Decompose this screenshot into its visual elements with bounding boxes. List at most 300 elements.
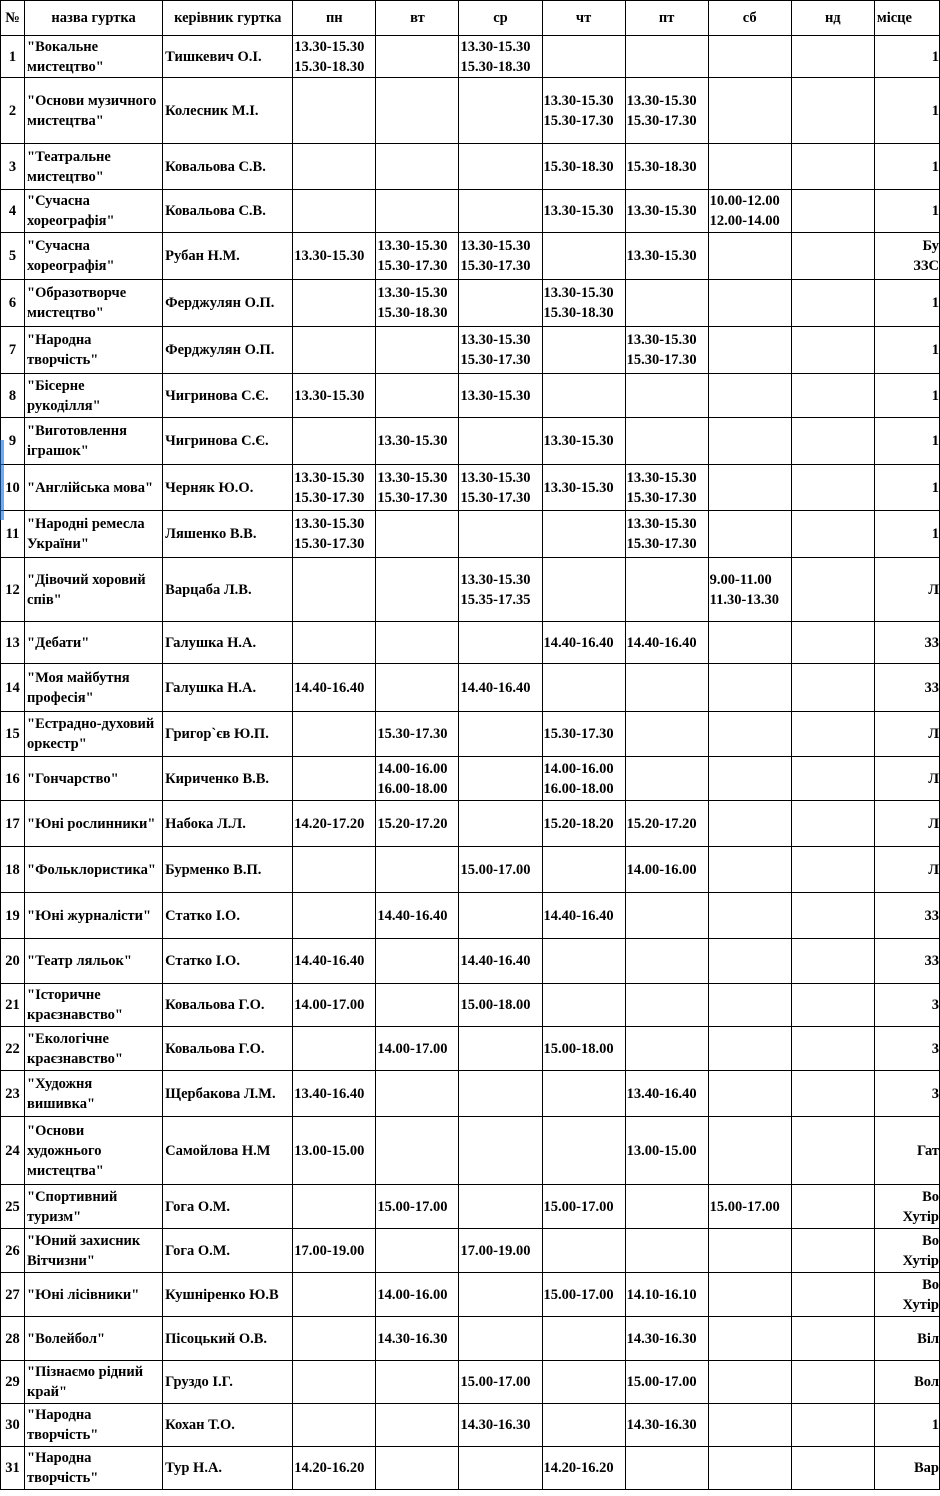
header-row bbox=[1, 1, 940, 36]
cell-club-line: "Основи художнього мистецтва" bbox=[27, 1122, 104, 1179]
cell-place-line: Вол bbox=[914, 1374, 939, 1390]
cell-mon-line: 13.30-15.30 bbox=[294, 469, 365, 486]
cell-thu bbox=[542, 984, 625, 1027]
cell-mon bbox=[293, 190, 376, 233]
cell-wed-line: 13.30-15.30 bbox=[460, 469, 531, 486]
cell-sat bbox=[708, 1273, 791, 1317]
cell-num-line: 13 bbox=[5, 634, 20, 651]
table-row bbox=[1, 280, 940, 327]
cell-fri bbox=[625, 374, 708, 418]
cell-leader bbox=[163, 190, 293, 233]
cell-sat bbox=[708, 1447, 791, 1490]
table-row bbox=[1, 712, 940, 757]
cell-num bbox=[1, 1229, 25, 1273]
table-row bbox=[1, 233, 940, 280]
table-row bbox=[1, 190, 940, 233]
cell-num-line: 19 bbox=[5, 907, 20, 924]
cell-num bbox=[1, 374, 25, 418]
cell-leader-line: Набока Л.Л. bbox=[165, 815, 246, 832]
cell-wed bbox=[459, 144, 542, 190]
cell-leader bbox=[163, 1229, 293, 1273]
cell-num bbox=[1, 847, 25, 893]
cell-sat bbox=[708, 327, 791, 374]
cell-leader bbox=[163, 465, 293, 511]
cell-mon bbox=[293, 374, 376, 418]
cell-leader-line: Варцаба Л.В. bbox=[165, 581, 252, 598]
cell-num-line: 28 bbox=[5, 1330, 20, 1347]
cell-tue bbox=[376, 712, 459, 757]
cell-place bbox=[874, 622, 939, 664]
table-row bbox=[1, 418, 940, 465]
cell-club-line: "Вокальне мистецтво" bbox=[27, 38, 104, 75]
cell-fri bbox=[625, 712, 708, 757]
cell-leader-line: Ковальова Г.О. bbox=[165, 997, 265, 1013]
cell-num bbox=[1, 511, 25, 558]
cell-mon bbox=[293, 78, 376, 144]
cell-fri bbox=[625, 280, 708, 327]
cell-wed bbox=[459, 465, 542, 511]
cell-num bbox=[1, 418, 25, 465]
cell-place-line: 1 bbox=[931, 158, 939, 175]
cell-leader bbox=[163, 558, 293, 622]
cell-wed-line: 14.40-16.40 bbox=[460, 953, 531, 969]
table-row bbox=[1, 1027, 940, 1071]
cell-wed-line: 14.40-16.40 bbox=[460, 679, 531, 696]
cell-mon bbox=[293, 1071, 376, 1117]
cell-club bbox=[25, 1317, 163, 1361]
cell-mon-line: 15.30-17.30 bbox=[294, 536, 365, 552]
table-row bbox=[1, 757, 940, 801]
cell-thu bbox=[542, 36, 625, 78]
cell-place bbox=[874, 893, 939, 939]
table-row bbox=[1, 78, 940, 144]
cell-place-line: Л bbox=[928, 770, 939, 787]
cell-tue bbox=[376, 1071, 459, 1117]
cell-fri-line: 14.10-16.10 bbox=[626, 1286, 697, 1303]
cell-num bbox=[1, 1317, 25, 1361]
cell-tue bbox=[376, 36, 459, 78]
cell-club bbox=[25, 558, 163, 622]
cell-fri bbox=[625, 1117, 708, 1185]
cell-thu-line: 15.00-17.00 bbox=[543, 1198, 614, 1215]
header-sun: нд bbox=[791, 1, 874, 36]
cell-club-line: "Народні ремесла України" bbox=[27, 516, 145, 552]
cell-fri-line: 13.40-16.40 bbox=[626, 1085, 697, 1102]
schedule-body bbox=[1, 36, 940, 1490]
cell-num bbox=[1, 1361, 25, 1404]
cell-num-line: 10 bbox=[5, 479, 20, 496]
cell-tue bbox=[376, 280, 459, 327]
cell-wed bbox=[459, 622, 542, 664]
cell-club-line: "Основи музичного мистецтва" bbox=[27, 92, 157, 129]
cell-place-line: 1 bbox=[931, 102, 939, 119]
cell-fri-line: 15.30-18.30 bbox=[626, 158, 697, 175]
cell-num-line: 21 bbox=[5, 997, 20, 1013]
cell-mon bbox=[293, 893, 376, 939]
cell-thu bbox=[542, 1361, 625, 1404]
cell-place-line: Во bbox=[922, 1232, 939, 1249]
cell-num-line: 6 bbox=[8, 295, 17, 311]
cell-club-line: "Народна творчість" bbox=[27, 332, 99, 368]
cell-mon bbox=[293, 36, 376, 78]
cell-wed bbox=[459, 558, 542, 622]
cell-club-line: "Народна творчість" bbox=[27, 1407, 99, 1443]
cell-thu bbox=[542, 1317, 625, 1361]
cell-leader bbox=[163, 1117, 293, 1185]
cell-club-line: "Юний захисник Вітчизни" bbox=[27, 1232, 141, 1269]
cell-num bbox=[1, 280, 25, 327]
cell-sat bbox=[708, 1404, 791, 1447]
cell-tue bbox=[376, 144, 459, 190]
cell-fri bbox=[625, 664, 708, 712]
cell-sun bbox=[791, 511, 874, 558]
cell-leader-line: Ферджулян О.П. bbox=[165, 342, 275, 358]
cell-club bbox=[25, 1185, 163, 1229]
cell-num bbox=[1, 190, 25, 233]
header-thu: чт bbox=[542, 1, 625, 36]
cell-place bbox=[874, 757, 939, 801]
header-wed: ср bbox=[459, 1, 542, 36]
cell-leader bbox=[163, 847, 293, 893]
cell-fri bbox=[625, 1404, 708, 1447]
cell-club bbox=[25, 511, 163, 558]
cell-num-line: 12 bbox=[5, 581, 20, 598]
cell-mon bbox=[293, 144, 376, 190]
cell-place bbox=[874, 465, 939, 511]
cell-tue bbox=[376, 1361, 459, 1404]
cell-wed-line: 13.30-15.30 bbox=[460, 571, 531, 588]
cell-place-line: 1 bbox=[931, 479, 939, 496]
cell-place bbox=[874, 1273, 939, 1317]
cell-club bbox=[25, 622, 163, 664]
cell-club-line: "Юні лісівники" bbox=[27, 1286, 140, 1303]
cell-thu-line: 13.30-15.30 bbox=[543, 285, 614, 301]
cell-num bbox=[1, 712, 25, 757]
cell-num-line: 31 bbox=[5, 1460, 20, 1476]
header-club: назва гуртка bbox=[25, 1, 163, 36]
cell-club-line: "Фольклористика" bbox=[27, 861, 156, 878]
cell-thu-line: 15.30-17.30 bbox=[543, 726, 614, 742]
cell-num-line: 29 bbox=[5, 1374, 20, 1390]
header-leader: керівник гуртка bbox=[163, 1, 293, 36]
header-fri: пт bbox=[625, 1, 708, 36]
table-row bbox=[1, 1447, 940, 1490]
table-row bbox=[1, 984, 940, 1027]
cell-num bbox=[1, 984, 25, 1027]
cell-thu-line: 14.40-16.40 bbox=[543, 907, 614, 924]
cell-tue bbox=[376, 558, 459, 622]
cell-num-line: 9 bbox=[8, 433, 17, 449]
cell-mon bbox=[293, 847, 376, 893]
cell-leader-line: Рубан Н.М. bbox=[165, 248, 240, 264]
cell-place bbox=[874, 1027, 939, 1071]
cell-num-line: 27 bbox=[5, 1286, 20, 1303]
cell-num bbox=[1, 1071, 25, 1117]
cell-tue bbox=[376, 1185, 459, 1229]
cell-fri-line: 13.30-15.30 bbox=[626, 516, 697, 532]
cell-tue bbox=[376, 1404, 459, 1447]
cell-num-line: 7 bbox=[8, 342, 17, 358]
cell-sat bbox=[708, 418, 791, 465]
cell-sun bbox=[791, 327, 874, 374]
cell-wed bbox=[459, 847, 542, 893]
cell-num bbox=[1, 1447, 25, 1490]
cell-sun bbox=[791, 1027, 874, 1071]
table-row bbox=[1, 664, 940, 712]
cell-club bbox=[25, 1404, 163, 1447]
cell-leader bbox=[163, 1273, 293, 1317]
cell-fri bbox=[625, 1317, 708, 1361]
cell-num bbox=[1, 757, 25, 801]
cell-fri bbox=[625, 847, 708, 893]
cell-mon-line: 14.00-17.00 bbox=[294, 997, 365, 1013]
cell-mon-line: 13.00-15.00 bbox=[294, 1142, 365, 1159]
cell-tue-line: 15.20-17.20 bbox=[377, 815, 448, 832]
cell-tue bbox=[376, 801, 459, 847]
cell-num bbox=[1, 1027, 25, 1071]
cell-place-line: Во bbox=[922, 1188, 939, 1205]
cell-club-line: "Юні рослинники" bbox=[27, 815, 156, 832]
cell-place bbox=[874, 1361, 939, 1404]
table-row bbox=[1, 622, 940, 664]
table-row bbox=[1, 374, 940, 418]
cell-num bbox=[1, 36, 25, 78]
cell-leader bbox=[163, 893, 293, 939]
cell-place-line: ЗЗС bbox=[913, 258, 939, 274]
cell-thu-line: 15.30-18.30 bbox=[543, 158, 614, 175]
cell-sun bbox=[791, 1185, 874, 1229]
cell-tue-line: 14.00-16.00 bbox=[377, 1286, 448, 1303]
cell-leader bbox=[163, 36, 293, 78]
cell-num bbox=[1, 1273, 25, 1317]
cell-place-line: 1 bbox=[931, 526, 939, 542]
cell-leader-line: Груздо І.Г. bbox=[165, 1374, 233, 1390]
cell-fri bbox=[625, 984, 708, 1027]
cell-wed-line: 15.30-17.30 bbox=[460, 352, 531, 368]
cell-tue bbox=[376, 1027, 459, 1071]
cell-thu-line: 15.30-18.30 bbox=[543, 305, 614, 321]
cell-tue-line: 15.30-17.30 bbox=[377, 489, 448, 506]
cell-place bbox=[874, 1117, 939, 1185]
cell-num-line: 24 bbox=[5, 1142, 20, 1159]
cell-leader bbox=[163, 511, 293, 558]
cell-thu bbox=[542, 78, 625, 144]
cell-thu bbox=[542, 465, 625, 511]
cell-mon-line: 13.30-15.30 bbox=[294, 248, 365, 264]
cell-fri-line: 13.00-15.00 bbox=[626, 1142, 697, 1159]
cell-place-line: Л bbox=[928, 815, 939, 832]
cell-num-line: 8 bbox=[8, 387, 17, 404]
cell-tue-line: 15.30-17.30 bbox=[377, 726, 448, 742]
cell-place bbox=[874, 280, 939, 327]
cell-place bbox=[874, 190, 939, 233]
cell-sun bbox=[791, 36, 874, 78]
cell-place bbox=[874, 144, 939, 190]
cell-sat bbox=[708, 622, 791, 664]
cell-wed bbox=[459, 1027, 542, 1071]
cell-place bbox=[874, 1317, 939, 1361]
table-row bbox=[1, 144, 940, 190]
cell-sat bbox=[708, 1117, 791, 1185]
cell-fri-line: 13.30-15.30 bbox=[626, 332, 697, 348]
cell-thu-line: 14.40-16.40 bbox=[543, 634, 614, 651]
cell-club bbox=[25, 893, 163, 939]
cell-fri-line: 14.30-16.30 bbox=[626, 1330, 697, 1347]
cell-sun bbox=[791, 939, 874, 984]
cell-num bbox=[1, 664, 25, 712]
cell-mon bbox=[293, 558, 376, 622]
cell-leader-line: Тур Н.А. bbox=[165, 1460, 223, 1476]
cell-sun bbox=[791, 847, 874, 893]
cell-thu bbox=[542, 374, 625, 418]
cell-tue-line: 13.30-15.30 bbox=[377, 238, 448, 254]
cell-fri bbox=[625, 78, 708, 144]
cell-place bbox=[874, 801, 939, 847]
cell-thu bbox=[542, 712, 625, 757]
cell-leader bbox=[163, 664, 293, 712]
cell-mon bbox=[293, 1273, 376, 1317]
cell-tue bbox=[376, 418, 459, 465]
cell-fri bbox=[625, 233, 708, 280]
cell-num-line: 15 bbox=[5, 726, 20, 742]
cell-sun bbox=[791, 374, 874, 418]
cell-club-line: "Бісерне рукоділля" bbox=[27, 377, 101, 414]
cell-thu-line: 15.00-17.00 bbox=[543, 1286, 614, 1303]
cell-club bbox=[25, 1071, 163, 1117]
cell-leader-line: Кушніренко Ю.В bbox=[165, 1286, 279, 1303]
cell-tue-line: 14.40-16.40 bbox=[377, 907, 448, 924]
cell-club bbox=[25, 801, 163, 847]
cell-thu bbox=[542, 190, 625, 233]
cell-sat-line: 12.00-14.00 bbox=[709, 213, 780, 229]
cell-fri-line: 15.00-17.00 bbox=[626, 1374, 697, 1390]
cell-num-line: 17 bbox=[5, 815, 20, 832]
cell-leader bbox=[163, 801, 293, 847]
cell-tue bbox=[376, 893, 459, 939]
cell-place-line: Віл bbox=[917, 1330, 939, 1347]
cell-fri-line: 13.30-15.30 bbox=[626, 248, 697, 264]
cell-leader-line: Кириченко В.В. bbox=[165, 770, 270, 787]
cell-leader bbox=[163, 757, 293, 801]
cell-thu bbox=[542, 1027, 625, 1071]
cell-place-line: 33 bbox=[924, 953, 939, 969]
cell-sun bbox=[791, 801, 874, 847]
cell-sat bbox=[708, 78, 791, 144]
cell-club bbox=[25, 190, 163, 233]
cell-wed bbox=[459, 664, 542, 712]
cell-sat bbox=[708, 939, 791, 984]
cell-leader-line: Гога О.М. bbox=[165, 1198, 231, 1215]
cell-mon-line: 13.30-15.30 bbox=[294, 516, 365, 532]
cell-mon bbox=[293, 664, 376, 712]
cell-club-line: "Сучасна хореографія" bbox=[27, 238, 115, 274]
cell-place-line: 1 bbox=[931, 433, 939, 449]
cell-sat bbox=[708, 374, 791, 418]
cell-num bbox=[1, 1117, 25, 1185]
cell-mon-line: 14.20-16.20 bbox=[294, 1460, 365, 1476]
cell-thu bbox=[542, 1404, 625, 1447]
cell-leader-line: Чигринова С.Є. bbox=[165, 387, 269, 404]
cell-sun bbox=[791, 712, 874, 757]
cell-mon-line: 13.30-15.30 bbox=[294, 38, 365, 55]
cell-leader bbox=[163, 622, 293, 664]
header-sat: сб bbox=[708, 1, 791, 36]
cell-leader-line: Колесник М.І. bbox=[165, 102, 259, 119]
cell-num-line: 14 bbox=[5, 679, 20, 696]
cell-num-line: 5 bbox=[8, 248, 17, 264]
cell-place-line: 1 bbox=[931, 1417, 939, 1433]
cell-wed bbox=[459, 78, 542, 144]
cell-wed bbox=[459, 1273, 542, 1317]
cell-mon bbox=[293, 1027, 376, 1071]
cell-sat bbox=[708, 1185, 791, 1229]
cell-place-line: 33 bbox=[924, 907, 939, 924]
cell-num-line: 4 bbox=[8, 203, 17, 219]
cell-sat bbox=[708, 511, 791, 558]
cell-club bbox=[25, 374, 163, 418]
cell-sun bbox=[791, 622, 874, 664]
cell-sun bbox=[791, 465, 874, 511]
cell-place bbox=[874, 847, 939, 893]
cell-leader-line: Ковальова Г.О. bbox=[165, 1040, 265, 1057]
cell-fri bbox=[625, 893, 708, 939]
cell-sun bbox=[791, 984, 874, 1027]
cell-place-line: Хутір bbox=[902, 1296, 939, 1313]
cell-fri-line: 13.30-15.30 bbox=[626, 92, 697, 109]
cell-club bbox=[25, 465, 163, 511]
cell-thu bbox=[542, 939, 625, 984]
cell-fri-line: 14.30-16.30 bbox=[626, 1417, 697, 1433]
cell-mon bbox=[293, 1361, 376, 1404]
cell-club-line: "Народна творчість" bbox=[27, 1450, 99, 1486]
cell-mon bbox=[293, 757, 376, 801]
cell-tue bbox=[376, 1317, 459, 1361]
cell-sun bbox=[791, 893, 874, 939]
cell-club bbox=[25, 984, 163, 1027]
cell-club bbox=[25, 144, 163, 190]
table-row bbox=[1, 1361, 940, 1404]
table-row bbox=[1, 939, 940, 984]
cell-num bbox=[1, 1185, 25, 1229]
cell-tue-line: 16.00-18.00 bbox=[377, 780, 448, 797]
cell-wed bbox=[459, 893, 542, 939]
cell-club bbox=[25, 1027, 163, 1071]
cell-num-line: 18 bbox=[5, 861, 20, 878]
cell-place-line: 3 bbox=[931, 997, 939, 1013]
cell-club-line: "Волейбол" bbox=[27, 1330, 106, 1347]
cell-place-line: Бу bbox=[922, 238, 939, 254]
cell-place bbox=[874, 664, 939, 712]
cell-wed bbox=[459, 1404, 542, 1447]
left-edge-marker bbox=[0, 440, 4, 520]
cell-num-line: 16 bbox=[5, 770, 20, 787]
cell-sun bbox=[791, 757, 874, 801]
cell-sat-line: 11.30-13.30 bbox=[709, 591, 779, 608]
cell-fri bbox=[625, 1273, 708, 1317]
cell-sun bbox=[791, 1404, 874, 1447]
cell-wed bbox=[459, 374, 542, 418]
cell-fri-line: 15.30-17.30 bbox=[626, 112, 697, 129]
cell-place-line: Хутір bbox=[902, 1208, 939, 1225]
cell-mon bbox=[293, 1404, 376, 1447]
cell-tue bbox=[376, 757, 459, 801]
cell-leader-line: Статко І.О. bbox=[165, 953, 240, 969]
cell-tue bbox=[376, 465, 459, 511]
cell-thu-line: 13.30-15.30 bbox=[543, 203, 614, 219]
cell-sat bbox=[708, 558, 791, 622]
cell-club-line: "Моя майбутня професія" bbox=[27, 669, 130, 706]
header-tue: вт bbox=[376, 1, 459, 36]
